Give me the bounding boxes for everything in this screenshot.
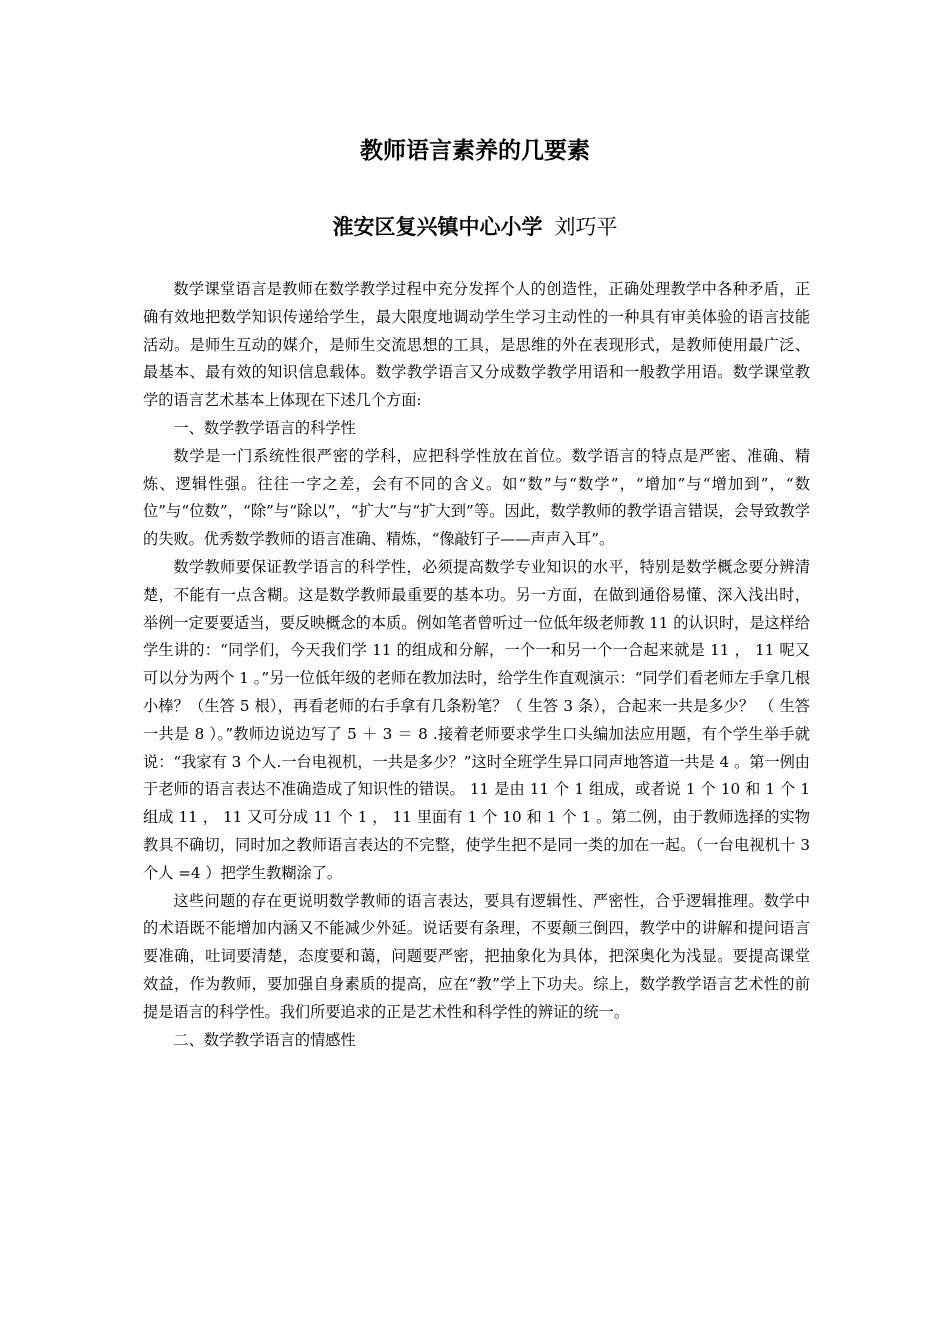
document-body: [143, 276, 810, 1054]
paragraph-scientific-1: 数学是一门系统性很严密的学科，应把科学性放在首位。数学语言的特点是严密、准确、精炼、逻辑性强。往往一字之差，会有不同的含义。如“数”与“数学”，“增加”与“增加到”，“数位”与“位数”，“除”与“除以”，“扩大”与“扩大到”等。因此，数学教师的教学语言错误，会导致教学的失败。优秀数学教师的语言准确、精炼，“像敲钉子——声声入耳”。: [143, 446, 810, 549]
paragraph-scientific-2: 数学教师要保证教学语言的科学性，必须提高数学专业知识的水平，特别是数学概念要分辨清楚，不能有一点含糊。这是数学教师最重要的基本功。另一方面，在做到通俗易懂、深入浅出时，举例一定要要适当，要反映概念的本质。例如笔者曾听过一位低年级老师教 11 的认识时，是这样给学生讲的：“同学们，今天我们学 11 的组成和分解，一个一和另一个一合起来就是 11 ， 11 呢又可以分为两个 1 。”另一位低年级的老师在教加法时，给学生作直观演示：“同学们看老师左手拿几根小棒？（生答 5 根），再看老师的右手拿有几条粉笔？（ 生答 3 条），合起来一共是多少？ （ 生答一共是 8 ）。”教师边说边写了 5 ＋ 3 ＝ 8 .接着老师要求学生口头编加法应用题，有个学生举手就说：“我家有 3 个人.一台电视机，一共是多少？”这时全班学生异口同声地答道一共是 4 。第一例由于老师的语言表达不准确造成了知识性的错误。 11 是由 11 个 1 组成，或者说 1 个 10 和 1 个 1 组成 11 ， 11 又可分成 11 个 1 ， 11 里面有 1 个 10 和 1 个 1 。第二例，由于教师选择的实物教具不确切，同时加之教师语言表达的不完整，使学生把不是同一类的加在一起。（一台电视机十 3 个人 =4 ）把学生教糊涂了。: [143, 557, 810, 882]
paragraph-intro: 数学课堂语言是教师在数学教学过程中充分发挥个人的创造性，正确处理教学中各种矛盾，正确有效地把数学知识传递给学生，最大限度地调动学生学习主动性的一种具有审美体验的语言技能活动。是师生互动的媒介，是师生交流思想的工具，是思维的外在表现形式，是教师使用最广泛、最基本、最有效的知识信息载体。数学教学语言又分成数学教学用语和一般教学用语。数学课堂教学的语言艺术基本上体现在下述几个方面:: [143, 280, 810, 410]
section-heading-2: 二、数学教学语言的情感性: [173, 1030, 356, 1049]
author-name: 刘巧平: [554, 215, 618, 239]
section-heading-1: 一、数学教学语言的科学性: [173, 418, 356, 437]
document-byline: [0, 210, 950, 244]
school-name: 淮安区复兴镇中心小学: [332, 215, 543, 239]
paragraph-scientific-3: 这些问题的存在更说明数学教师的语言表达，要具有逻辑性、严密性，合乎逻辑推理。数学中的术语既不能增加内涵又不能减少外延。说话要有条理，不要颠三倒四，教学中的讲解和提问语言要准确，吐词要清楚，态度要和蔼，问题要严密，把抽象化为具体，把深奥化为浅显。要提高课堂效益，作为教师，要加强自身素质的提高，应在“教”学上下功夫。综上，数学教学语言艺术性的前提是语言的科学性。我们所要追求的正是艺术性和科学性的辨证的统一。: [143, 891, 810, 1021]
document-title: 教师语言素养的几要素: [360, 138, 590, 164]
